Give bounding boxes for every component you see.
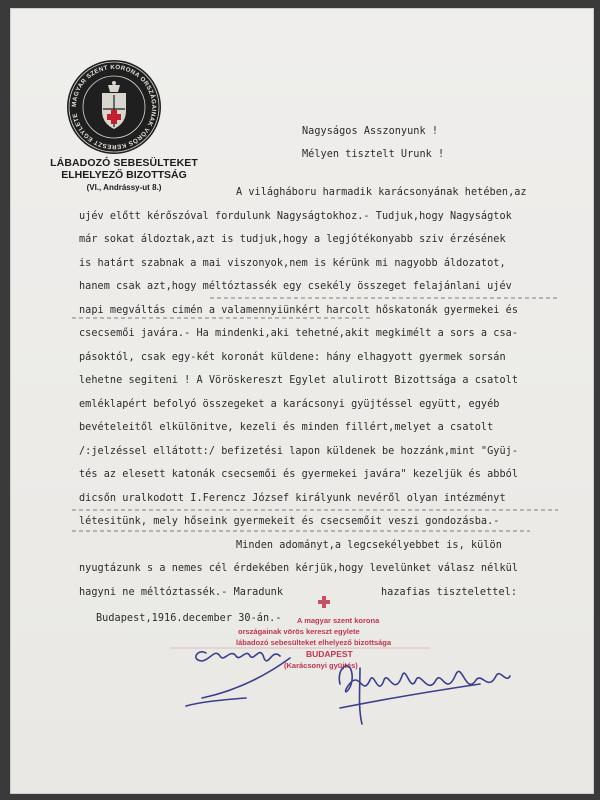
stamp-line-5: (Karácsonyi gyüjtés) [284,661,358,670]
date-line: Budapest,1916.december 30-án.- [96,613,282,624]
body-line: lehetne segiteni ! A Vöröskereszt Egylet alulirott Bizottsága a csatolt [79,375,519,386]
body-line: pásoktól, csak egy-két koronát küldene: hány elhagyott gyermek sorsán [79,352,506,363]
body-line: is határt szabnak a mai viszonyok,nem is kérünk mi nagyobb áldozatot, [79,258,506,269]
body-line: tés az elesett katonák csecsemői és gyermekei javára" kezeljük és abból [79,469,519,480]
body-line: már sokat áldoztak,azt is tudjuk,hogy a legjótékonyabb sziv érzésének [79,234,506,245]
stamp-line-2: országainak vörös kereszt egylete [238,627,360,636]
closing-line: hazafias tisztelettel: [381,587,518,598]
body-line: nyugtázunk s a nemes cél érdekében kérjük,hogy levelünket válasz nélkül [79,563,519,574]
body-line: napi megváltás cimén a valamennyiünkért harcolt hőskatonák gyermekei és [79,305,519,316]
salutation-line-1: Nagyságos Asszonyunk ! [302,126,439,137]
signatures [10,8,594,794]
left-signature-icon [196,652,280,661]
salutation-line-2: Mélyen tisztelt Urunk ! [302,149,445,160]
stamp-line-1: A magyar szent korona [297,616,380,625]
svg-text:MAGYAR SZENT KORONA ORSZÁGAINA: MAGYAR SZENT KORONA ORSZÁGAINAK VÖRÖS KERESZT EGYLETE [70,63,158,151]
body-line: bevételeitől elkülönitve, kezeli és minden fillért,melyet a csatolt [79,422,494,433]
body-line: hagyni ne méltóztassék.- Maradunk [79,587,284,598]
body-line: emléklapért befolyó összegeket a karácsonyi gyüjtéssel együtt, egyéb [79,399,500,410]
body-line: Minden adományt,a legcsekélyebbet is, külön [236,540,502,551]
body-line: hanem csak azt,hogy méltóztassék egy csekély összeget felajánlani ujév [79,281,512,292]
body-line: A világháboru harmadik karácsonyának hetében,az [236,187,527,198]
body-line: létesitünk, mely hőseink gyermekeit és csecsemőit veszi gondozásba.- [79,516,500,527]
body-line: ujév előtt kérőszóval fordulunk Nagyságtokhoz.- Tudjuk,hogy Nagyságtok [79,211,512,222]
letterhead-line-2: ELHELYEZŐ BIZOTTSÁG [61,169,187,181]
right-signature-icon [339,666,510,692]
letter-page [10,8,594,794]
body-line: csecsemői javára.- Ha mindenki,aki tehetné,akit megkimélt a sors a csa- [79,328,519,339]
body-line: /:jelzéssel ellátott:/ befizetési lapon küldenek be hozzánk,mint "Gyüj- [79,446,519,457]
letterhead-line-1: LÁBADOZÓ SEBESÜLTEKET [50,157,198,169]
letterhead-address: (VI., Andrássy-ut 8.) [86,183,162,192]
body-line: dicsőn uralkodott I.Ferencz József királyunk nevéről olyan intézményt [79,493,506,504]
stamp-line-3: lábadozó sebesülteket elhelyező bizottsága [236,638,392,647]
stamp-line-4: BUDAPEST [306,649,353,659]
